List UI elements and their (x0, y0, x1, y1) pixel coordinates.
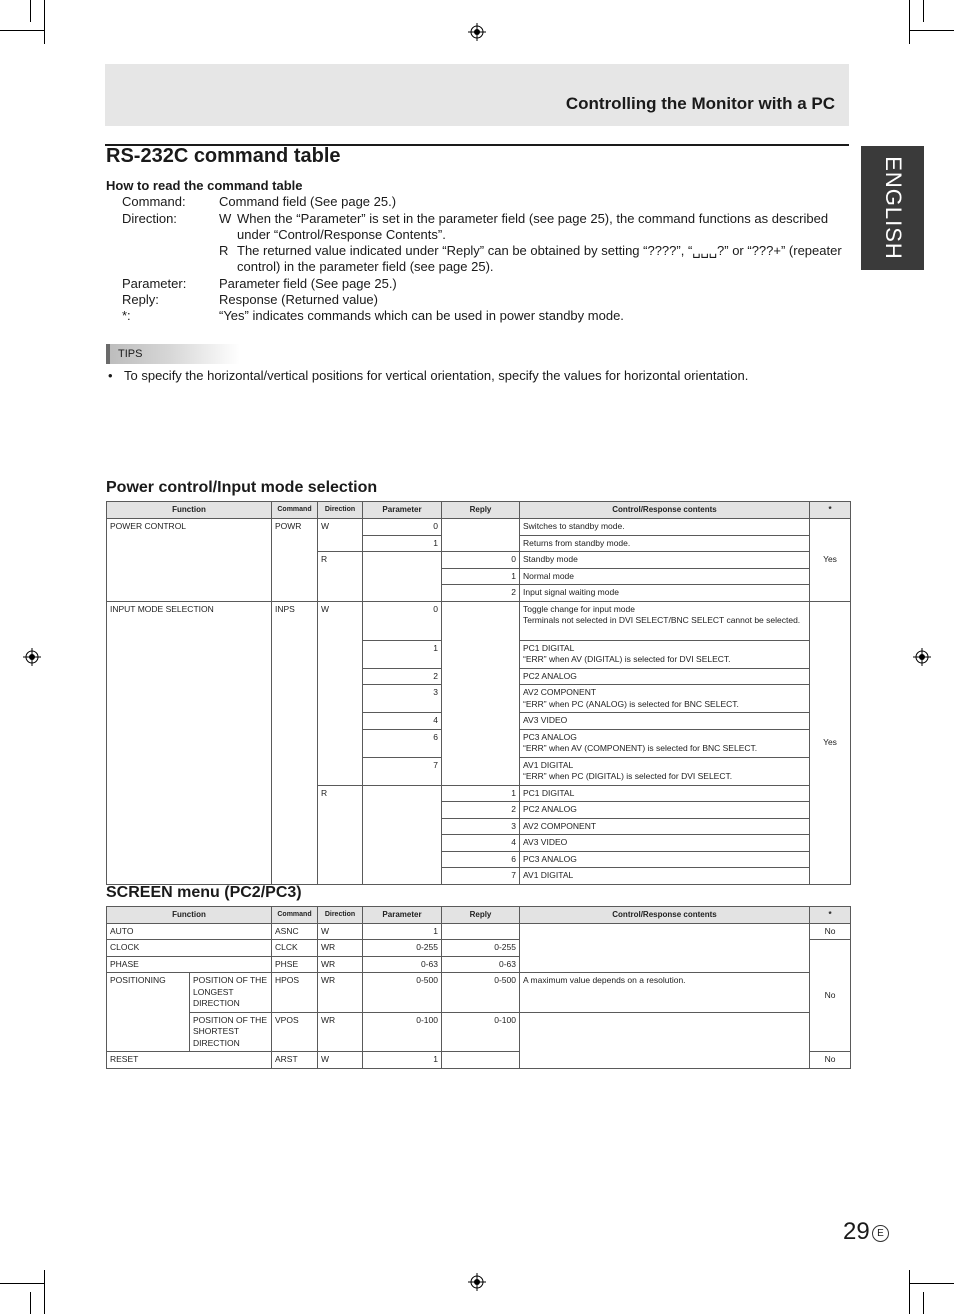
direction-mark: W (219, 210, 232, 226)
reply-cell: 0 (442, 552, 520, 569)
table-row (107, 519, 851, 536)
direction-cell: WR (318, 973, 363, 1013)
definition-key: Command: (122, 194, 186, 210)
definition-key: Direction: (122, 210, 177, 226)
function-cell: POWER CONTROL (107, 519, 272, 602)
direction-cell: WR (318, 940, 363, 957)
language-badge: E (872, 1225, 889, 1242)
contents-cell (520, 685, 810, 713)
crop-mark (910, 1283, 954, 1284)
standby-cell: Yes (810, 601, 851, 884)
col-header: Direction (318, 907, 363, 924)
definition-row (106, 308, 846, 324)
function-cell: POSITIONING (107, 973, 190, 1052)
definition-value: “Yes” indicates commands which can be used in power standby mode. (219, 308, 624, 324)
how-to-heading: How to read the command table (106, 178, 303, 193)
contents-cell: AV3 VIDEO (520, 713, 810, 730)
contents-cell: Standby mode (520, 552, 810, 569)
parameter-cell: 1 (363, 535, 442, 552)
parameter-cell (363, 552, 442, 602)
direction-cell: WR (318, 1012, 363, 1052)
col-header: * (810, 907, 851, 924)
table-row (107, 923, 851, 940)
definition-row (106, 276, 846, 292)
registration-mark-icon (913, 648, 931, 666)
bullet: • (108, 368, 113, 383)
col-header: Reply (442, 907, 520, 924)
contents-note: “ERR” when PC (DIGITAL) is selected for DVI SELECT. (523, 771, 733, 781)
contents-cell: Switches to standby mode. (520, 519, 810, 536)
contents-cell: Returns from standby mode. (520, 535, 810, 552)
table-header-row (107, 502, 851, 519)
reply-cell: 4 (442, 835, 520, 852)
command-cell: POWR (272, 519, 318, 602)
contents-cell: Normal mode (520, 568, 810, 585)
reply-cell (442, 601, 520, 785)
contents-cell (520, 601, 810, 640)
col-header: Command (272, 907, 318, 924)
crop-mark (909, 0, 910, 44)
function-cell: PHASE (107, 956, 272, 973)
chapter-title: Controlling the Monitor with a PC (565, 94, 835, 113)
reply-cell (442, 923, 520, 940)
reply-cell: 2 (442, 802, 520, 819)
col-header: Parameter (363, 502, 442, 519)
reply-cell: 0-63 (442, 956, 520, 973)
registration-mark-icon (468, 1273, 486, 1291)
command-cell: ASNC (272, 923, 318, 940)
parameter-cell: 0 (363, 519, 442, 536)
section-title-screen: SCREEN menu (PC2/PC3) (106, 884, 302, 901)
col-header: Control/Response contents (520, 502, 810, 519)
parameter-cell: 1 (363, 923, 442, 940)
parameter-cell (363, 785, 442, 884)
contents-cell: Input signal waiting mode (520, 585, 810, 602)
sub-function-cell: POSITION OF THE LONGEST DIRECTION (190, 973, 272, 1013)
registration-mark-icon (468, 23, 486, 41)
screen-menu-table (106, 906, 851, 1069)
crop-mark (44, 0, 45, 44)
contents-note: “ERR” when PC (ANALOG) is selected for BNC SELECT. (523, 698, 739, 709)
contents-note: “ERR” when AV (COMPONENT) is selected for BNC SELECT. (523, 743, 758, 753)
standby-cell: Yes (810, 519, 851, 602)
reply-cell: 1 (442, 568, 520, 585)
col-header: * (810, 502, 851, 519)
parameter-cell: 0 (363, 601, 442, 640)
direction-cell: W (318, 601, 363, 785)
definition-row (106, 211, 846, 276)
tips-item (106, 368, 748, 383)
definition-key: Parameter: (122, 275, 187, 291)
contents-cell (520, 923, 810, 973)
contents-line: AV2 COMPONENT (523, 687, 597, 697)
parameter-cell: 0-500 (363, 973, 442, 1013)
col-header: Direction (318, 502, 363, 519)
contents-cell (520, 640, 810, 668)
definition-row (106, 194, 846, 210)
col-header: Command (272, 502, 318, 519)
parameter-cell: 0-63 (363, 956, 442, 973)
parameter-cell: 7 (363, 757, 442, 785)
contents-line: PC3 ANALOG (523, 731, 577, 742)
direction-cell: R (318, 785, 363, 884)
contents-note: “ERR” when AV (DIGITAL) is selected for DVI SELECT. (523, 654, 731, 664)
function-cell: CLOCK (107, 940, 272, 957)
registration-mark-icon (23, 648, 41, 666)
crop-mark (44, 1270, 45, 1314)
tips-label: TIPS (106, 344, 240, 364)
direction-mark: R (219, 243, 229, 259)
col-header: Function (107, 502, 272, 519)
reply-cell: 6 (442, 851, 520, 868)
sub-function-cell: POSITION OF THE SHORTEST DIRECTION (190, 1012, 272, 1052)
parameter-cell: 4 (363, 713, 442, 730)
crop-mark (30, 1292, 31, 1314)
definition-key: Reply: (122, 292, 159, 308)
col-header: Parameter (363, 907, 442, 924)
col-header: Function (107, 907, 272, 924)
contents-cell: AV2 COMPONENT (520, 818, 810, 835)
direction-cell: W (318, 923, 363, 940)
definition-key: *: (122, 308, 131, 324)
command-cell: VPOS (272, 1012, 318, 1052)
direction-cell: WR (318, 956, 363, 973)
col-header: Reply (442, 502, 520, 519)
standby-cell: No (810, 940, 851, 1052)
contents-note: Terminals not selected in DVI SELECT/BNC SELECT cannot be selected. (523, 615, 801, 625)
direction-cell: R (318, 552, 363, 602)
command-cell: CLCK (272, 940, 318, 957)
language-label: ENGLISH (880, 156, 906, 260)
reply-cell (442, 1052, 520, 1069)
crop-mark (30, 0, 31, 22)
definition-value: When the “Parameter” is set in the parameter field (see page 25), the command functions as described under “Control/Response Contents”. (237, 210, 829, 242)
chapter-header (105, 64, 849, 126)
reply-cell (442, 519, 520, 552)
crop-mark (910, 30, 954, 31)
contents-cell (520, 757, 810, 785)
table-row (107, 601, 851, 640)
contents-line: AV1 DIGITAL (523, 759, 574, 770)
contents-line: PC1 DIGITAL (523, 642, 575, 653)
command-cell: HPOS (272, 973, 318, 1013)
crop-mark (0, 30, 44, 31)
parameter-cell: 6 (363, 729, 442, 757)
reply-cell: 7 (442, 868, 520, 885)
standby-cell: No (810, 1052, 851, 1069)
parameter-cell: 1 (363, 1052, 442, 1069)
contents-cell: PC3 ANALOG (520, 851, 810, 868)
crop-mark (909, 1270, 910, 1314)
reply-cell: 0-255 (442, 940, 520, 957)
definition-value: Response (Returned value) (219, 292, 378, 308)
reply-cell: 1 (442, 785, 520, 802)
parameter-cell: 3 (363, 685, 442, 713)
contents-cell: A maximum value depends on a resolution. (520, 973, 810, 1013)
contents-cell (520, 729, 810, 757)
definition-row (106, 292, 846, 308)
table-header-row (107, 907, 851, 924)
contents-cell: AV3 VIDEO (520, 835, 810, 852)
crop-mark (0, 1283, 44, 1284)
parameter-cell: 0-100 (363, 1012, 442, 1052)
section-title-power: Power control/Input mode selection (106, 479, 378, 496)
power-input-table (106, 501, 851, 885)
command-cell: INPS (272, 601, 318, 884)
contents-cell: PC2 ANALOG (520, 668, 810, 685)
function-cell: INPUT MODE SELECTION (107, 601, 272, 884)
contents-cell: AV1 DIGITAL (520, 868, 810, 885)
reply-cell: 2 (442, 585, 520, 602)
col-header: Control/Response contents (520, 907, 810, 924)
crop-mark (923, 1292, 924, 1314)
standby-cell: No (810, 923, 851, 940)
parameter-cell: 0-255 (363, 940, 442, 957)
table-row (107, 1012, 851, 1052)
page-title: RS-232C command table (106, 145, 341, 167)
function-cell: AUTO (107, 923, 272, 940)
reply-cell: 0-100 (442, 1012, 520, 1052)
contents-cell: PC1 DIGITAL (520, 785, 810, 802)
definition-value: The returned value indicated under “Reply” can be obtained by setting “????”, “␣␣␣?” or “???+” (repeater control) in the parameter field (see page 25). (237, 243, 842, 275)
how-to-read-section (106, 178, 846, 325)
reply-cell: 0-500 (442, 973, 520, 1013)
function-cell: RESET (107, 1052, 272, 1069)
contents-cell: PC2 ANALOG (520, 802, 810, 819)
parameter-cell: 1 (363, 640, 442, 668)
definition-value: Parameter field (See page 25.) (219, 275, 397, 291)
page-number: 29 (843, 1218, 870, 1245)
tips-text: To specify the horizontal/vertical positions for vertical orientation, specify the values for horizontal orientation. (124, 368, 749, 383)
contents-line: Toggle change for input mode (523, 603, 635, 614)
direction-cell: W (318, 519, 363, 552)
language-tab (861, 146, 924, 270)
direction-cell: W (318, 1052, 363, 1069)
command-cell: PHSE (272, 956, 318, 973)
crop-mark (923, 0, 924, 22)
definition-value: Command field (See page 25.) (219, 194, 397, 210)
parameter-cell: 2 (363, 668, 442, 685)
reply-cell: 3 (442, 818, 520, 835)
table-row (107, 973, 851, 1013)
command-cell: ARST (272, 1052, 318, 1069)
contents-cell (520, 1012, 810, 1068)
